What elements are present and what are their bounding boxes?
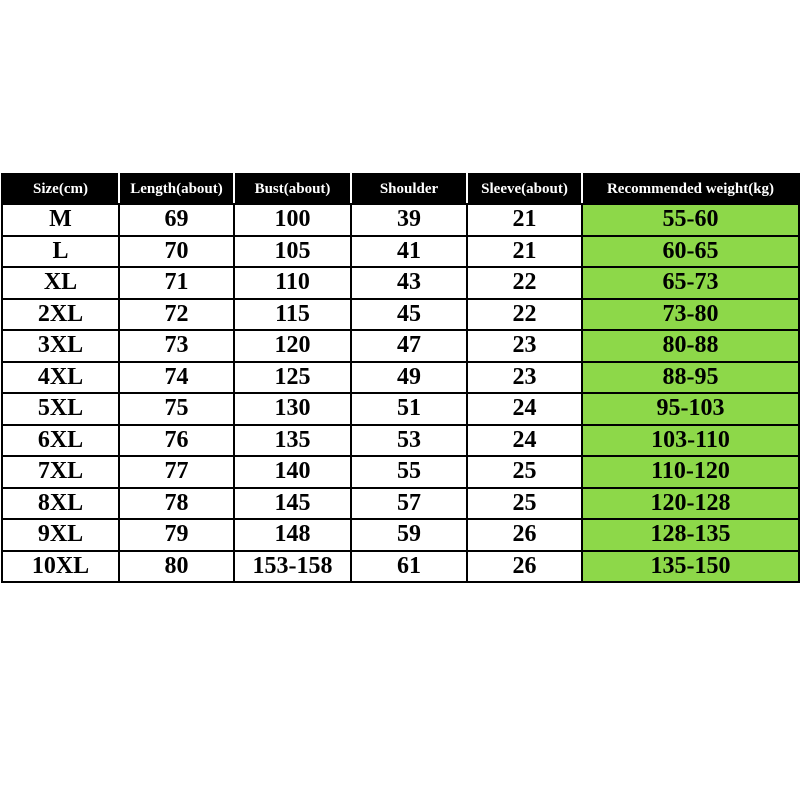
table-row	[2, 551, 799, 583]
size-cell: 2XL	[2, 299, 119, 331]
sleeve-cell: 25	[467, 488, 582, 520]
sleeve-cell: 22	[467, 267, 582, 299]
weight-cell: 128-135	[582, 519, 799, 551]
size-cell: 10XL	[2, 551, 119, 583]
shoulder-cell: 49	[351, 362, 467, 394]
sleeve-cell: 26	[467, 519, 582, 551]
length-cell: 80	[119, 551, 234, 583]
shoulder-cell: 53	[351, 425, 467, 457]
length-cell: 75	[119, 393, 234, 425]
table-row	[2, 425, 799, 457]
header-shoulder: Shoulder	[351, 174, 467, 204]
table-row	[2, 330, 799, 362]
bust-cell: 125	[234, 362, 351, 394]
header-row	[2, 174, 799, 204]
length-cell: 78	[119, 488, 234, 520]
sleeve-cell: 24	[467, 425, 582, 457]
sleeve-cell: 23	[467, 362, 582, 394]
sleeve-cell: 25	[467, 456, 582, 488]
table-row	[2, 488, 799, 520]
size-chart-table	[1, 173, 800, 583]
table-row	[2, 204, 799, 236]
length-cell: 73	[119, 330, 234, 362]
table-row	[2, 362, 799, 394]
shoulder-cell: 39	[351, 204, 467, 236]
size-cell: 7XL	[2, 456, 119, 488]
shoulder-cell: 51	[351, 393, 467, 425]
header-length: Length(about)	[119, 174, 234, 204]
size-cell: M	[2, 204, 119, 236]
shoulder-cell: 59	[351, 519, 467, 551]
weight-cell: 120-128	[582, 488, 799, 520]
weight-cell: 103-110	[582, 425, 799, 457]
size-cell: 3XL	[2, 330, 119, 362]
table-row	[2, 299, 799, 331]
size-cell: XL	[2, 267, 119, 299]
bust-cell: 110	[234, 267, 351, 299]
bust-cell: 135	[234, 425, 351, 457]
size-cell: 9XL	[2, 519, 119, 551]
table-header	[2, 174, 799, 204]
shoulder-cell: 61	[351, 551, 467, 583]
weight-cell: 65-73	[582, 267, 799, 299]
length-cell: 77	[119, 456, 234, 488]
weight-cell: 60-65	[582, 236, 799, 268]
bust-cell: 145	[234, 488, 351, 520]
bust-cell: 120	[234, 330, 351, 362]
bust-cell: 105	[234, 236, 351, 268]
length-cell: 69	[119, 204, 234, 236]
bust-cell: 153-158	[234, 551, 351, 583]
table-row	[2, 456, 799, 488]
sleeve-cell: 21	[467, 236, 582, 268]
length-cell: 72	[119, 299, 234, 331]
size-cell: L	[2, 236, 119, 268]
header-size: Size(cm)	[2, 174, 119, 204]
bust-cell: 148	[234, 519, 351, 551]
weight-cell: 135-150	[582, 551, 799, 583]
length-cell: 79	[119, 519, 234, 551]
weight-cell: 88-95	[582, 362, 799, 394]
header-bust: Bust(about)	[234, 174, 351, 204]
table-body	[2, 204, 799, 582]
weight-cell: 55-60	[582, 204, 799, 236]
shoulder-cell: 41	[351, 236, 467, 268]
header-recommended-weight: Recommended weight(kg)	[582, 174, 799, 204]
table-row	[2, 519, 799, 551]
sleeve-cell: 21	[467, 204, 582, 236]
sleeve-cell: 23	[467, 330, 582, 362]
weight-cell: 95-103	[582, 393, 799, 425]
shoulder-cell: 43	[351, 267, 467, 299]
table-row	[2, 236, 799, 268]
bust-cell: 100	[234, 204, 351, 236]
weight-cell: 80-88	[582, 330, 799, 362]
length-cell: 70	[119, 236, 234, 268]
size-cell: 6XL	[2, 425, 119, 457]
weight-cell: 110-120	[582, 456, 799, 488]
shoulder-cell: 57	[351, 488, 467, 520]
shoulder-cell: 45	[351, 299, 467, 331]
size-cell: 8XL	[2, 488, 119, 520]
length-cell: 76	[119, 425, 234, 457]
table-row	[2, 267, 799, 299]
header-sleeve: Sleeve(about)	[467, 174, 582, 204]
sleeve-cell: 22	[467, 299, 582, 331]
weight-cell: 73-80	[582, 299, 799, 331]
shoulder-cell: 47	[351, 330, 467, 362]
length-cell: 74	[119, 362, 234, 394]
bust-cell: 140	[234, 456, 351, 488]
length-cell: 71	[119, 267, 234, 299]
sleeve-cell: 26	[467, 551, 582, 583]
size-cell: 5XL	[2, 393, 119, 425]
bust-cell: 115	[234, 299, 351, 331]
table-row	[2, 393, 799, 425]
shoulder-cell: 55	[351, 456, 467, 488]
sleeve-cell: 24	[467, 393, 582, 425]
size-cell: 4XL	[2, 362, 119, 394]
bust-cell: 130	[234, 393, 351, 425]
